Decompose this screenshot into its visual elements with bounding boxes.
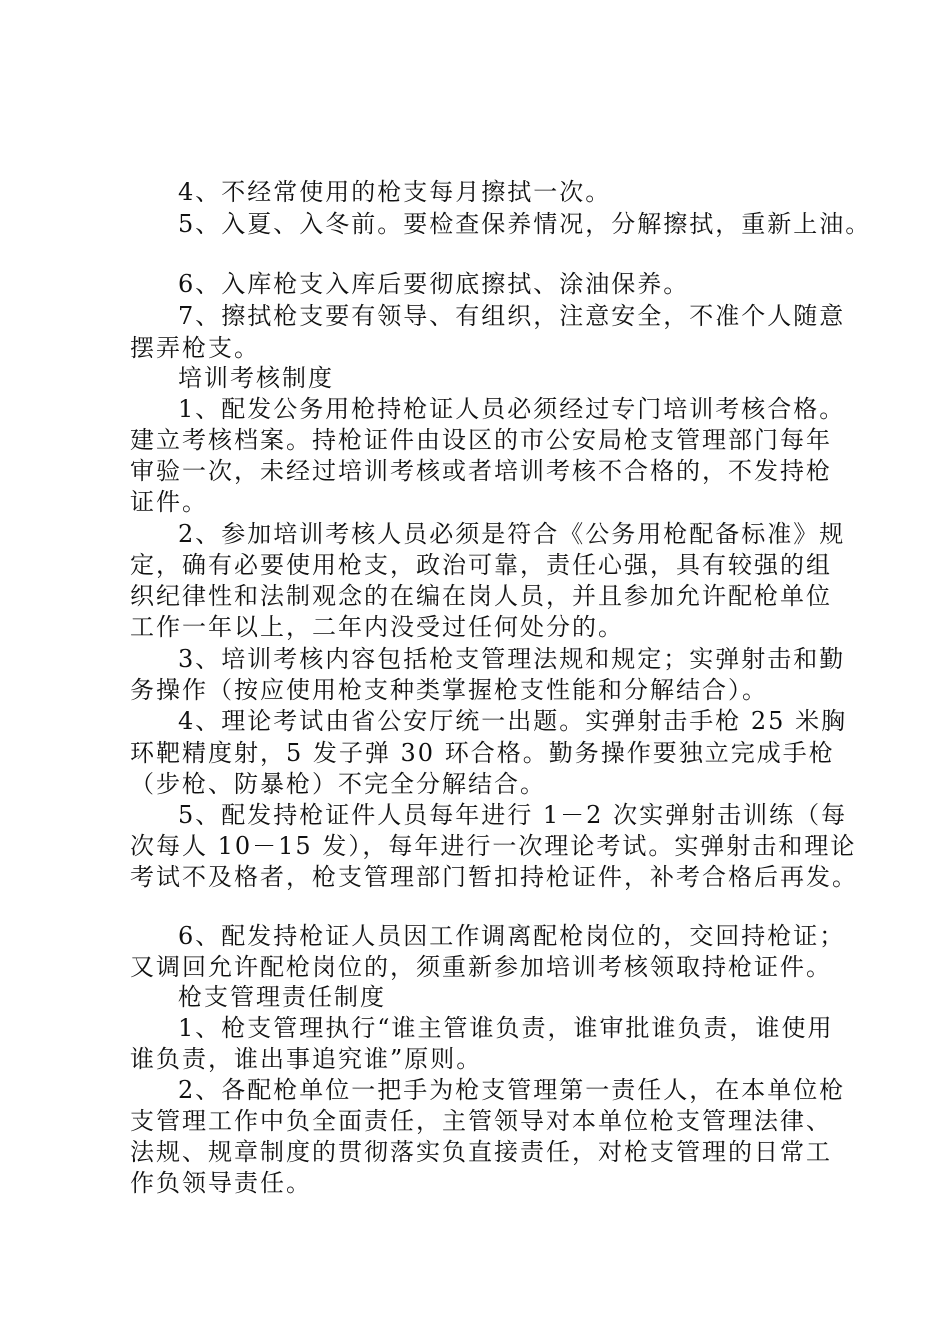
text-line: 工作一年以上，二年内没受过任何处分的。	[130, 613, 624, 641]
text-line: 定，确有必要使用枪支，政治可靠，责任心强，具有较强的组	[130, 551, 832, 579]
text-line: 织纪律性和法制观念的在编在岗人员，并且参加允许配枪单位	[130, 582, 832, 610]
text-line: （步枪、防暴枪）不完全分解结合。	[130, 770, 546, 798]
section-heading: 培训考核制度	[178, 364, 334, 392]
text-line: 务操作（按应使用枪支种类掌握枪支性能和分解结合）。	[130, 676, 768, 704]
text-line: 次每人 10－15 发），每年进行一次理论考试。实弹射击和理论	[130, 832, 857, 860]
text-line: 5、入夏、入冬前。要检查保养情况，分解擦拭，重新上油。	[178, 210, 872, 238]
text-line: 1、配发公务用枪持枪证人员必须经过专门培训考核合格。	[178, 395, 846, 423]
text-line: 证件。	[130, 488, 208, 516]
text-line: 摆弄枪支。	[130, 334, 260, 362]
text-line: 7、擦拭枪支要有领导、有组织，注意安全，不准个人随意	[178, 302, 846, 330]
text-line: 考试不及格者，枪支管理部门暂扣持枪证件，补考合格后再发。	[130, 863, 858, 891]
text-line: 环靶精度射，5 发子弹 30 环合格。勤务操作要独立完成手枪	[130, 739, 835, 767]
text-line: 审验一次，未经过培训考核或者培训考核不合格的，不发持枪	[130, 457, 832, 485]
text-line: 5、配发持枪证件人员每年进行 1－2 次实弹射击训练（每	[178, 801, 848, 829]
text-line: 6、配发持枪证人员因工作调离配枪岗位的，交回持枪证；	[178, 922, 846, 950]
text-line: 4、不经常使用的枪支每月擦拭一次。	[178, 178, 612, 206]
text-line: 谁负责，谁出事追究谁”原则。	[130, 1045, 483, 1073]
text-line: 2、各配枪单位一把手为枪支管理第一责任人，在本单位枪	[178, 1076, 846, 1104]
text-line: 2、参加培训考核人员必须是符合《公务用枪配备标准》规	[178, 520, 846, 548]
text-line: 1、枪支管理执行“谁主管谁负责，谁审批谁负责，谁使用	[178, 1014, 834, 1042]
text-line: 6、入库枪支入库后要彻底擦拭、涂油保养。	[178, 270, 690, 298]
section-heading: 枪支管理责任制度	[178, 983, 386, 1011]
text-line: 作负领导责任。	[130, 1169, 312, 1197]
text-line: 4、理论考试由省公安厅统一出题。实弹射击手枪 25 米胸	[178, 707, 848, 735]
text-line: 建立考核档案。持枪证件由设区的市公安局枪支管理部门每年	[130, 426, 832, 454]
text-line: 又调回允许配枪岗位的，须重新参加培训考核领取持枪证件。	[130, 953, 832, 981]
text-line: 法规、规章制度的贯彻落实负直接责任，对枪支管理的日常工	[130, 1138, 832, 1166]
text-line: 3、培训考核内容包括枪支管理法规和规定；实弹射击和勤	[178, 645, 846, 673]
text-line: 支管理工作中负全面责任，主管领导对本单位枪支管理法律、	[130, 1107, 832, 1135]
